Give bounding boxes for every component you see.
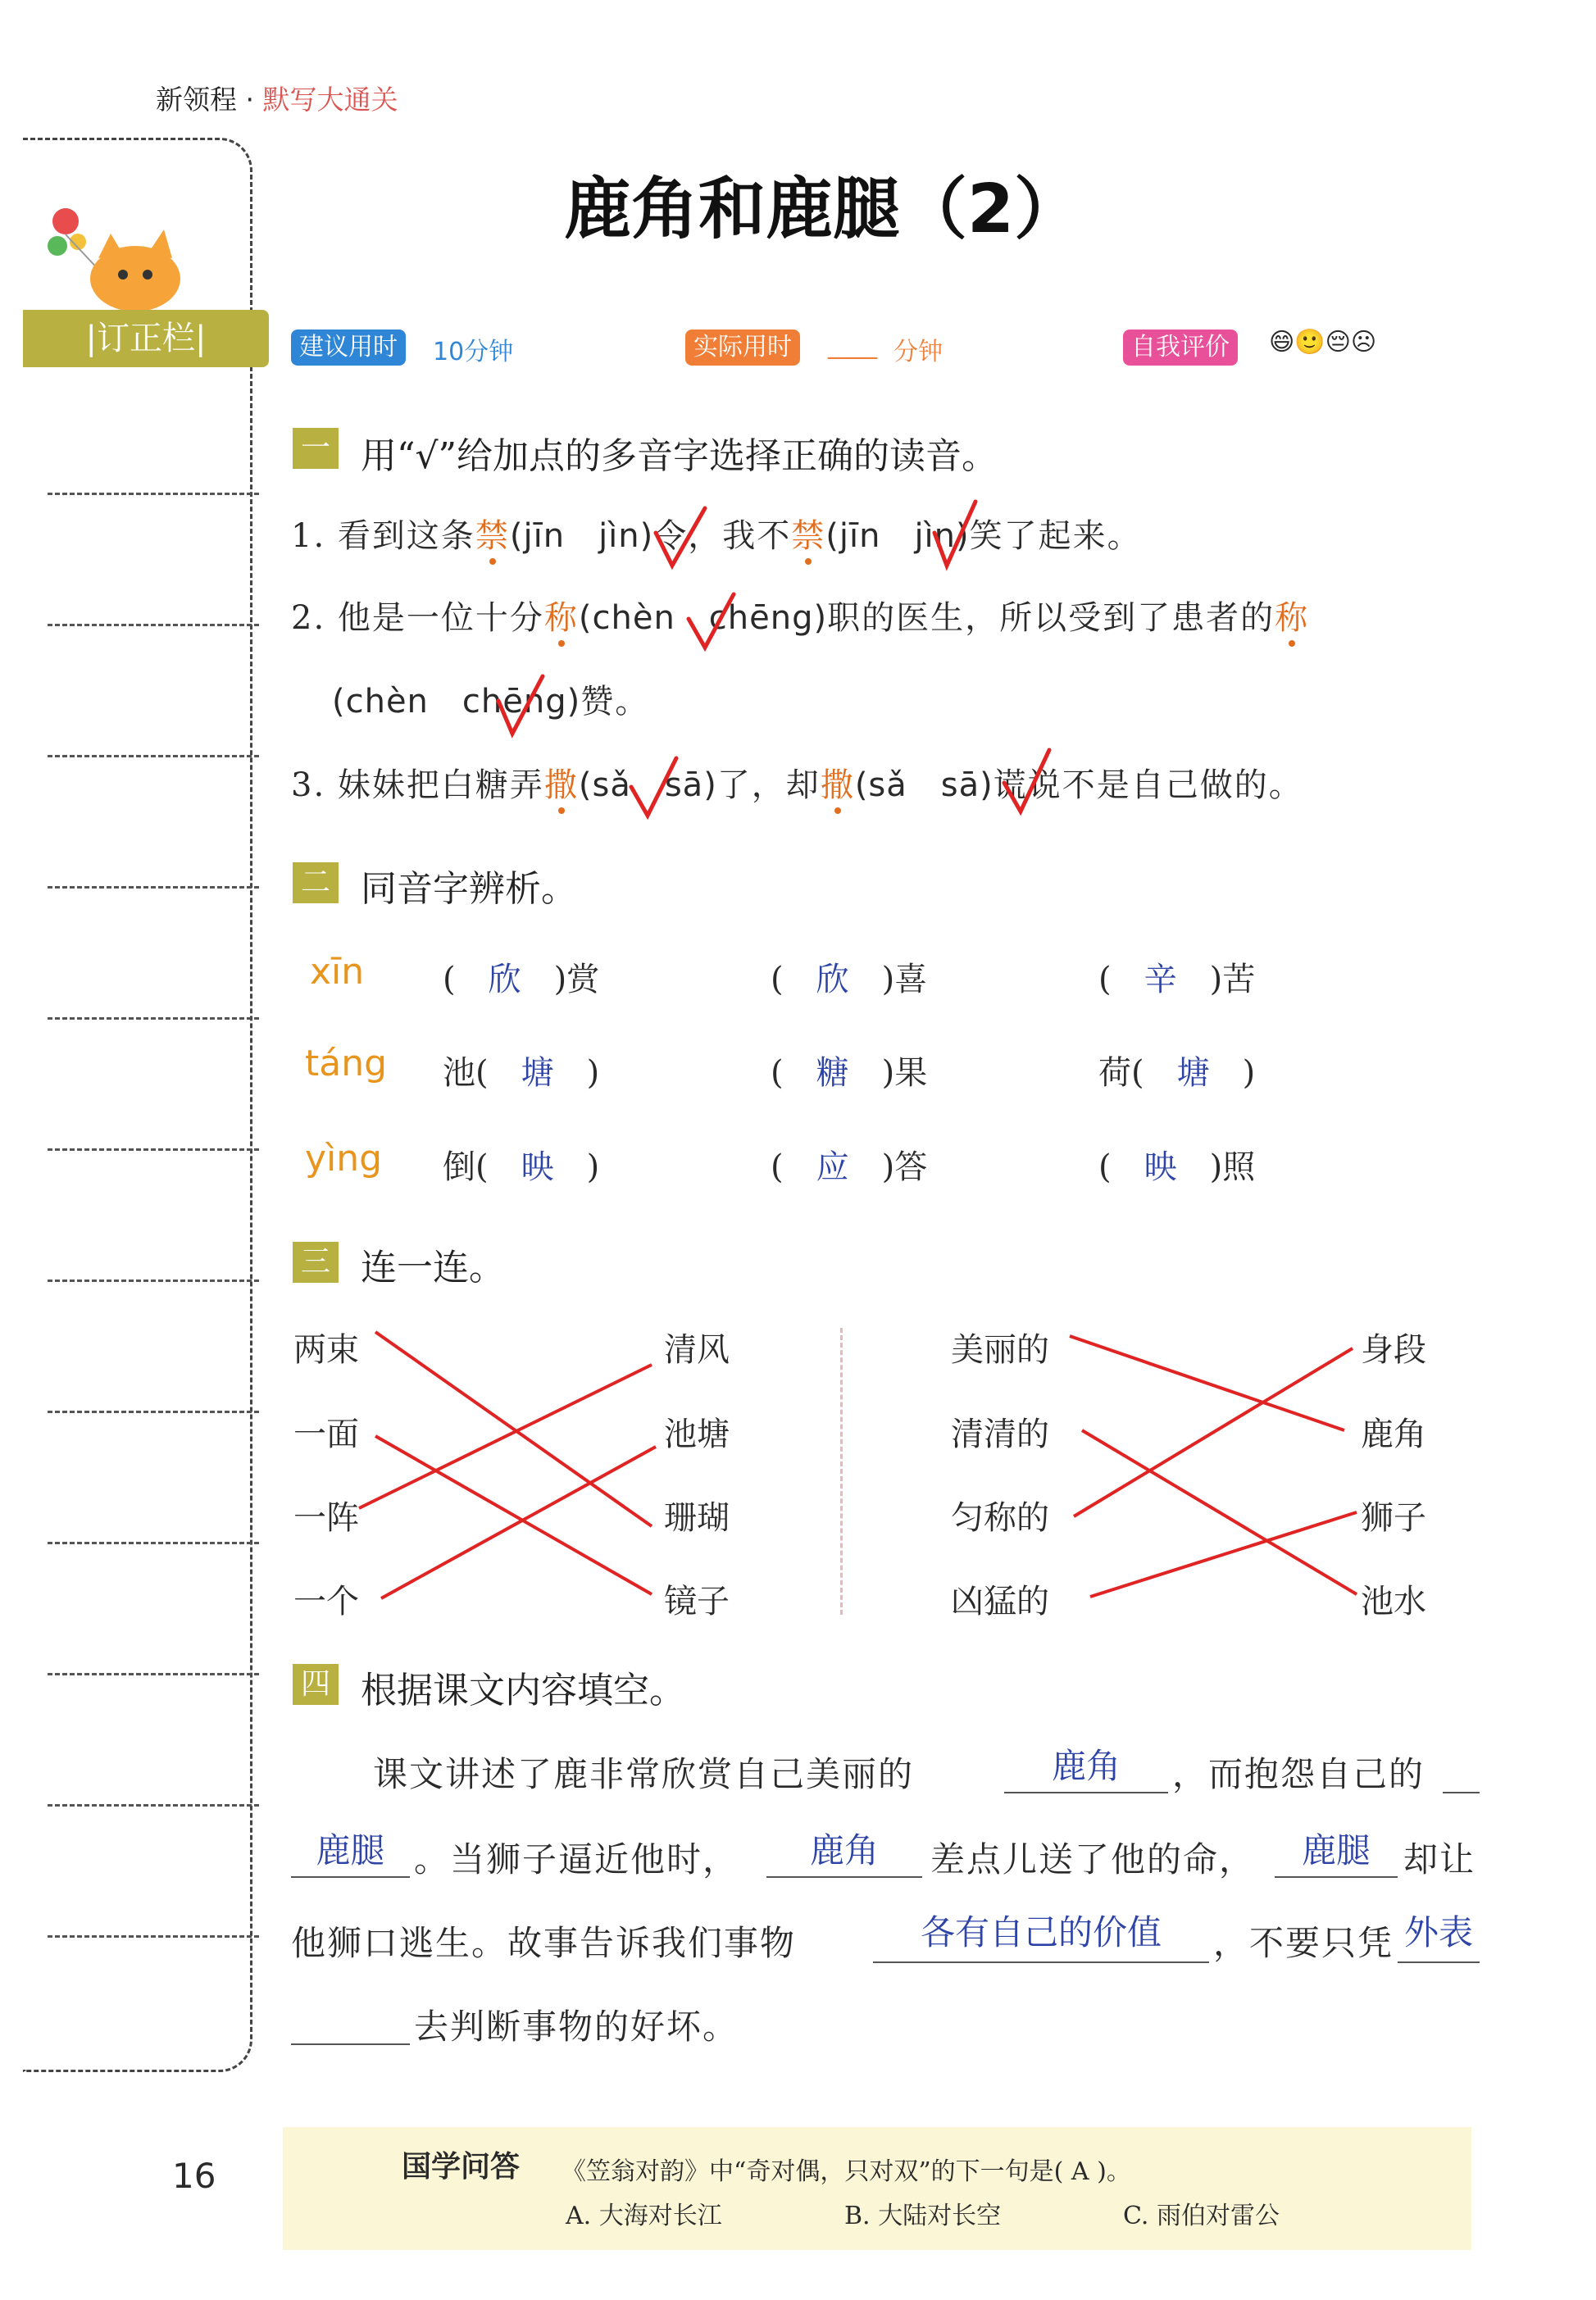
fill-text-1: 课文讲述了鹿非常欣赏自己美丽的 <box>373 1754 915 1794</box>
match-right-word: 池水 <box>1361 1583 1426 1620</box>
fill-answer: 鹿角 <box>1051 1746 1121 1786</box>
match-line <box>1074 1348 1353 1516</box>
match-left-word: 匀称的 <box>951 1499 1049 1537</box>
match-left-word: 一面 <box>293 1416 359 1453</box>
qa-option-b: B. 大陆对长空 <box>844 2202 1002 2230</box>
match-line <box>1090 1512 1357 1597</box>
fill-text-6: 他狮口逃生。故事告诉我们事物 <box>291 1923 797 1963</box>
match-left-word: 清清的 <box>951 1416 1049 1453</box>
match-right-word: 清风 <box>664 1331 730 1369</box>
homophone-cell: 荷( 塘 ) <box>1098 1054 1256 1092</box>
match-left-word: 一阵 <box>293 1499 359 1537</box>
pinyin-label: xīn <box>310 951 365 993</box>
fill-answer: 鹿腿 <box>1301 1830 1371 1870</box>
brand-name: 新领程 <box>156 84 237 116</box>
suggest-time-value: 10分钟 <box>433 338 514 366</box>
fill-text-2: ，而抱怨自己的 <box>1172 1754 1425 1794</box>
fill-blank-line <box>1398 1961 1480 1963</box>
fill-blank-line <box>766 1875 922 1878</box>
self-eval-faces: 😄🙂😔☹ <box>1269 328 1377 357</box>
match-right-word: 狮子 <box>1361 1499 1426 1537</box>
fill-blank-line <box>1275 1875 1398 1878</box>
section-1-number: 一 <box>293 428 339 469</box>
question-1: 1. 看到这条禁(jīn jìn)令，我不禁(jīn jìn)笑了起来。 <box>291 517 1142 555</box>
match-line <box>1082 1430 1357 1594</box>
homophone-cell: ( 辛 )苦 <box>1098 961 1256 998</box>
match-line <box>359 1365 652 1508</box>
homophone-cell: ( 欣 )赏 <box>443 961 600 998</box>
homophone-cell: ( 应 )答 <box>771 1148 928 1186</box>
section-1-title: 用“√”给加点的多音字选择正确的读音。 <box>361 435 998 477</box>
match-left-word: 凶猛的 <box>951 1583 1049 1620</box>
match-line <box>375 1332 652 1526</box>
fill-answer: 外表 <box>1403 1912 1473 1952</box>
suggest-time-label: 建议用时 <box>291 330 406 366</box>
page-title: 鹿角和鹿腿（2） <box>563 170 1082 248</box>
section-3-number: 三 <box>293 1242 339 1283</box>
fill-text-8: 去判断事物的好坏。 <box>414 2007 739 2047</box>
qa-label: 国学问答 <box>402 2150 521 2184</box>
page-number: 16 <box>172 2156 216 2196</box>
fill-text-7: ，不要只凭 <box>1213 1923 1394 1963</box>
fill-text-5: 却让 <box>1403 1839 1476 1880</box>
section-4-number: 四 <box>293 1664 339 1705</box>
fill-text-4: 差点儿送了他的命， <box>930 1839 1256 1880</box>
match-right-word: 池塘 <box>664 1416 730 1453</box>
actual-time-unit: 分钟 <box>893 338 943 366</box>
qa-option-c: C. 雨伯对雷公 <box>1123 2202 1280 2230</box>
actual-time-label: 实际用时 <box>685 330 800 366</box>
fill-answer: 鹿角 <box>809 1830 879 1870</box>
match-line <box>1070 1336 1344 1430</box>
section-4-title: 根据课文内容填空。 <box>361 1670 685 1711</box>
match-right-word: 镜子 <box>664 1583 730 1620</box>
homophone-cell: 倒( 映 ) <box>443 1148 600 1186</box>
match-right-word: 身段 <box>1361 1331 1426 1369</box>
question-3: 3. 妹妹把白糖弄撒(sǎ sā)了，却撒(sǎ sā)谎说不是自己做的。 <box>291 766 1303 804</box>
homophone-cell: ( 欣 )喜 <box>771 961 928 998</box>
section-2-title: 同音字辨析。 <box>361 868 577 910</box>
qa-option-a: A. 大海对长江 <box>566 2202 722 2230</box>
question-2: 2. 他是一位十分称(chèn chēng)职的医生，所以受到了患者的称 <box>291 599 1310 637</box>
homophone-cell: 池( 塘 ) <box>443 1054 600 1092</box>
fill-blank-line <box>291 2043 410 2045</box>
correction-tab: |订正栏| <box>23 310 269 367</box>
actual-time-blank: ____ <box>828 331 877 360</box>
match-left-word: 一个 <box>293 1583 359 1620</box>
match-line <box>381 1447 656 1598</box>
pinyin-label: yìng <box>305 1138 383 1180</box>
match-line <box>375 1436 652 1594</box>
homophone-cell: ( 糖 )果 <box>771 1054 928 1092</box>
fill-answer: 各有自己的价值 <box>920 1912 1162 1952</box>
homophone-cell: ( 映 )照 <box>1098 1148 1256 1186</box>
series-name: 默写大通关 <box>262 84 398 116</box>
fill-answer: 鹿腿 <box>316 1830 385 1870</box>
match-right-word: 珊瑚 <box>664 1499 730 1537</box>
fill-text-3: 。当狮子逼近他时， <box>414 1839 739 1880</box>
self-eval-label: 自我评价 <box>1123 330 1238 366</box>
match-left-word: 两束 <box>293 1331 359 1369</box>
fill-blank-line <box>291 1875 410 1878</box>
question-2-continued: (chèn chēng)赞。 <box>332 683 650 720</box>
pinyin-label: táng <box>305 1043 388 1084</box>
fill-blank-line <box>873 1961 1209 1963</box>
fill-blank-line <box>1443 1791 1480 1793</box>
match-left-word: 美丽的 <box>951 1331 1049 1369</box>
section-3-title: 连一连。 <box>361 1247 505 1289</box>
qa-question: 《笠翁对韵》中“奇对偶，只对双”的下一句是( A )。 <box>562 2157 1131 2186</box>
match-right-word: 鹿角 <box>1361 1416 1426 1453</box>
fill-blank-line <box>1004 1791 1168 1793</box>
section-2-number: 二 <box>293 862 339 903</box>
brand-header: 新领程 · 默写大通关 <box>156 84 398 116</box>
